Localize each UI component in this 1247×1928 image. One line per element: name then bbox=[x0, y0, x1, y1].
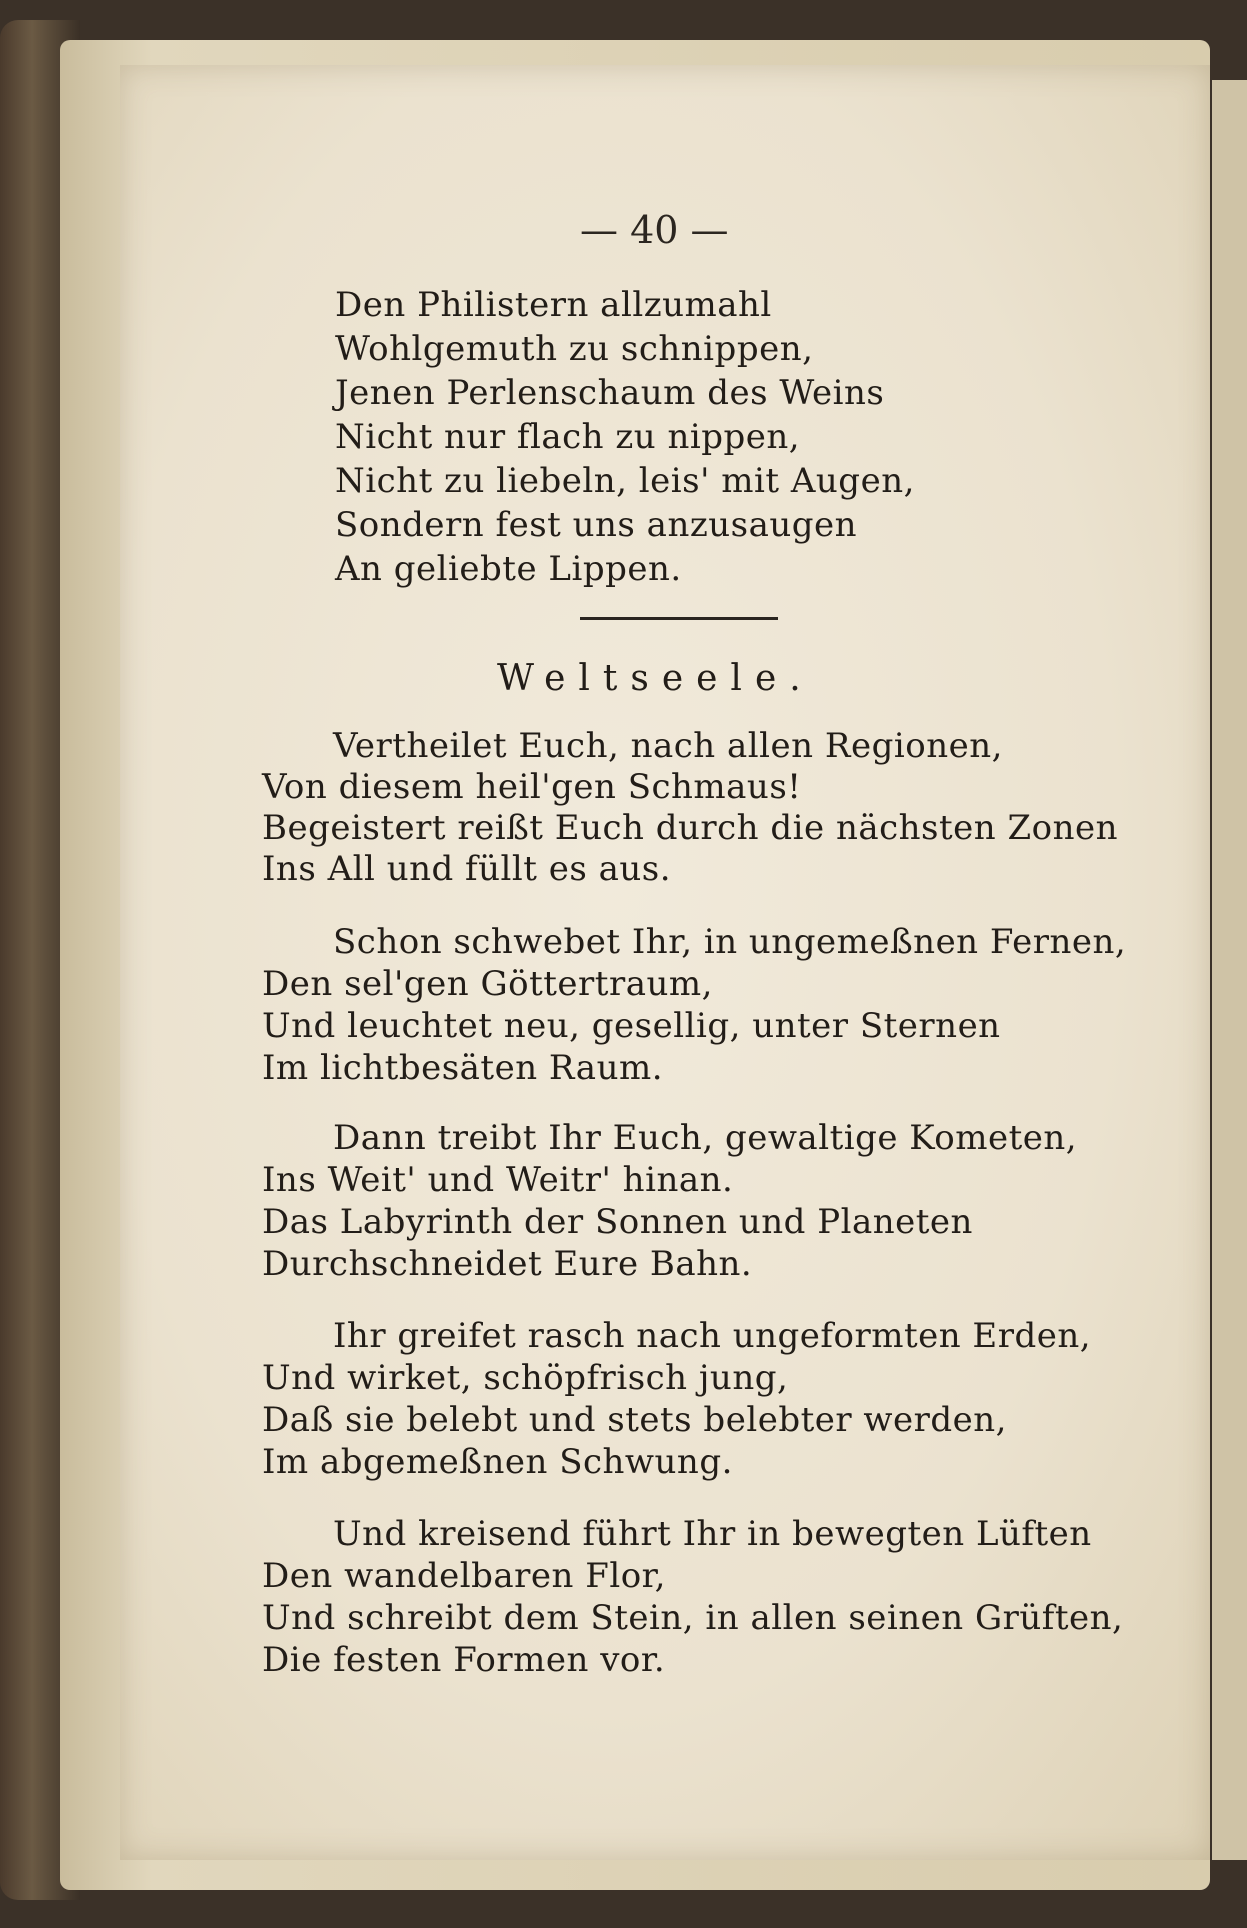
verse-line: Und wirket, schöpfrisch jung, bbox=[262, 1358, 789, 1398]
next-page-edge bbox=[1212, 80, 1247, 1860]
verse-line: Im lichtbesäten Raum. bbox=[262, 1048, 664, 1088]
verse-line: Dann treibt Ihr Euch, gewaltige Kometen, bbox=[333, 1118, 1078, 1158]
verse-line: Den sel'gen Göttertraum, bbox=[262, 964, 713, 1004]
verse-line: Schon schwebet Ihr, in ungemeßnen Fernen, bbox=[333, 922, 1127, 962]
verse-line: Vertheilet Euch, nach allen Regionen, bbox=[333, 726, 1003, 766]
verse-line: Den Philistern allzumahl bbox=[335, 285, 772, 325]
verse-line: Ihr greifet rasch nach ungeformten Erden, bbox=[333, 1316, 1092, 1356]
verse-line: Nicht nur flach zu nippen, bbox=[335, 417, 801, 457]
verse-line: An geliebte Lippen. bbox=[335, 549, 682, 589]
verse-line: Die festen Formen vor. bbox=[262, 1640, 666, 1680]
verse-line: Und leuchtet neu, gesellig, unter Sternen bbox=[262, 1006, 1001, 1046]
verse-line: Jenen Perlenschaum des Weins bbox=[335, 373, 885, 413]
verse-line: Nicht zu liebeln, leis' mit Augen, bbox=[335, 461, 915, 501]
verse-line: Im abgemeßnen Schwung. bbox=[262, 1442, 733, 1482]
page-number: — 40 — bbox=[580, 208, 729, 252]
verse-line: Ins All und füllt es aus. bbox=[262, 849, 672, 889]
verse-line: Den wandelbaren Flor, bbox=[262, 1556, 666, 1596]
verse-line: Von diesem heil'gen Schmaus! bbox=[262, 767, 802, 807]
verse-line: Begeistert reißt Euch durch die nächsten Zonen bbox=[262, 808, 1118, 848]
verse-line: Und schreibt dem Stein, in allen seinen Grüften, bbox=[262, 1598, 1124, 1638]
verse-line: Ins Weit' und Weitr' hinan. bbox=[262, 1160, 734, 1200]
verse-line: Wohlgemuth zu schnippen, bbox=[335, 329, 814, 369]
section-divider bbox=[580, 617, 778, 620]
verse-line: Sondern fest uns anzusaugen bbox=[335, 505, 858, 545]
verse-line: Daß sie belebt und stets belebter werden, bbox=[262, 1400, 1007, 1440]
verse-line: Und kreisend führt Ihr in bewegten Lüften bbox=[333, 1514, 1092, 1554]
verse-line: Das Labyrinth der Sonnen und Planeten bbox=[262, 1202, 973, 1242]
verse-line: Durchschneidet Eure Bahn. bbox=[262, 1244, 753, 1284]
poem-title: Weltseele. bbox=[497, 658, 814, 699]
